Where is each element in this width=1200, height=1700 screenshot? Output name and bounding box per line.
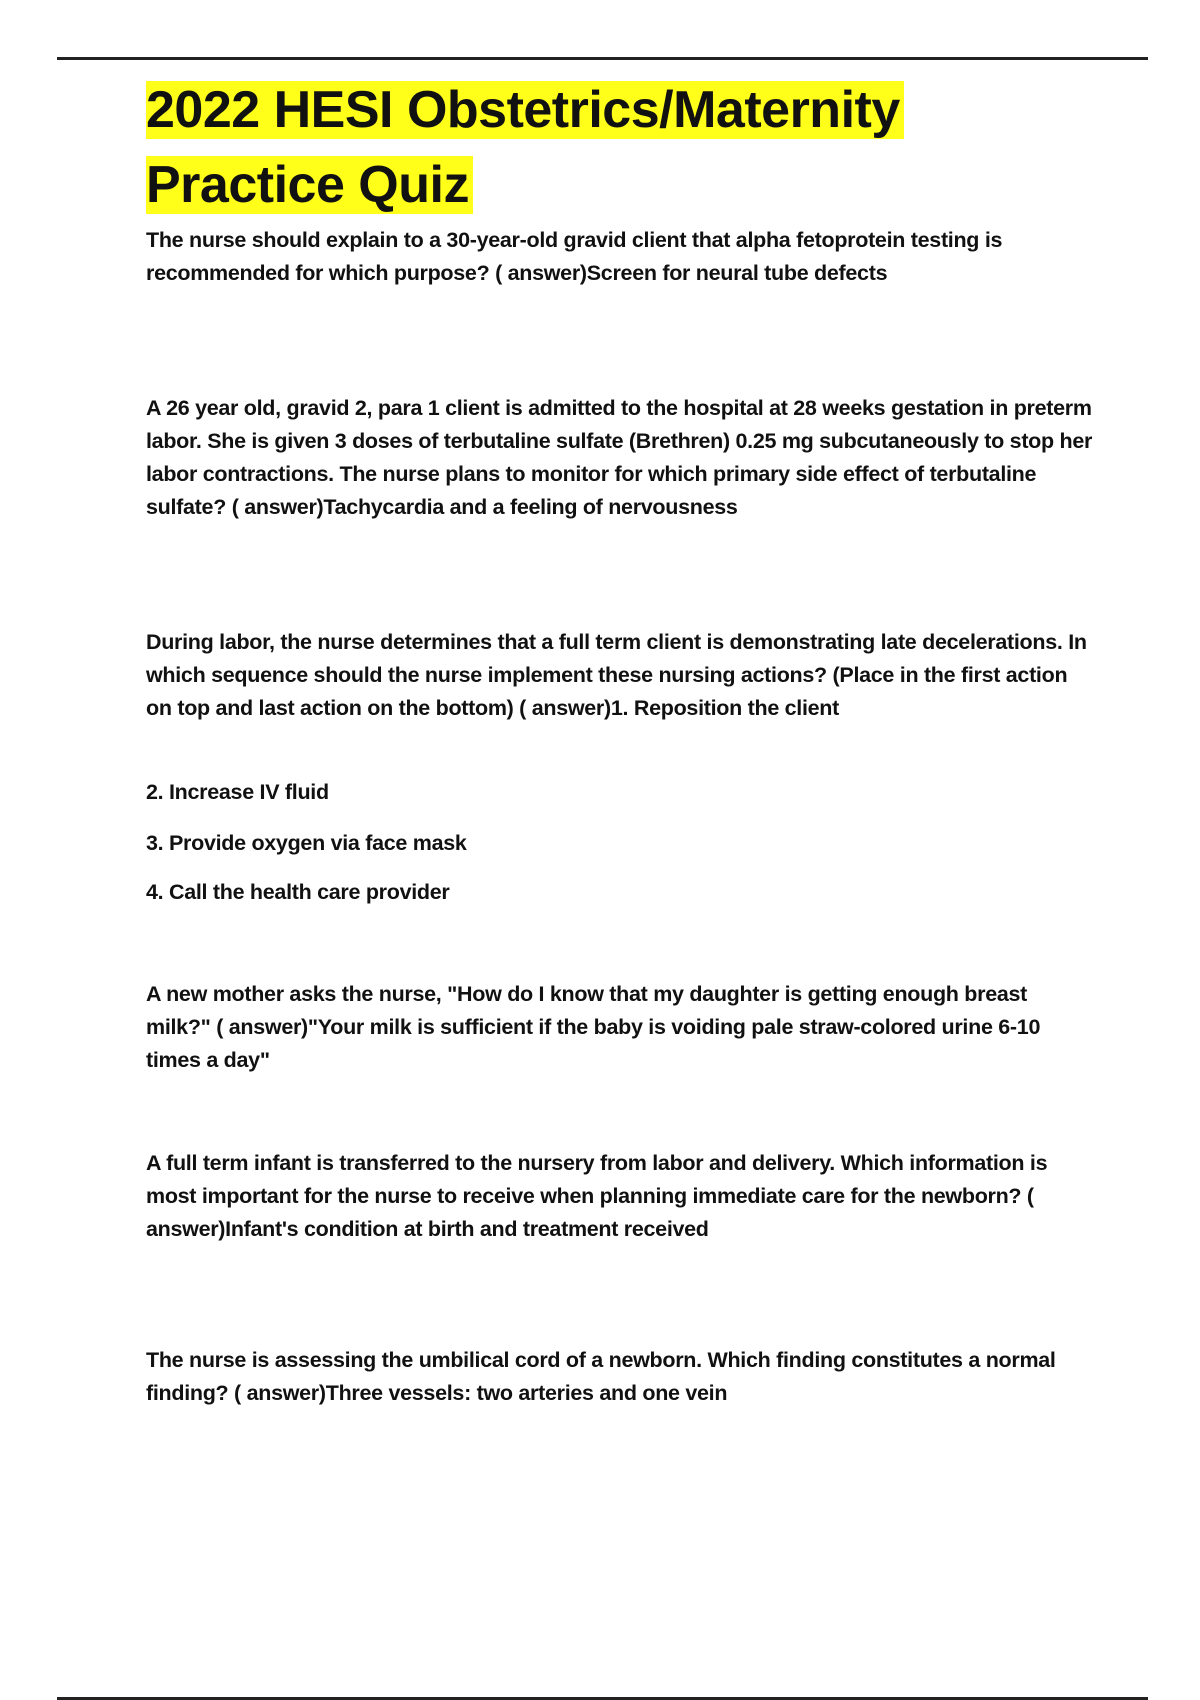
question-1: The nurse should explain to a 30-year-old gravid client that alpha fetoprotein testing is recommended for which purpose? ( answer)Screen for neural tube defects — [146, 228, 1003, 285]
document-title — [146, 73, 1086, 223]
answer-step-4: 4. Call the health care provider — [146, 880, 450, 904]
answer-step-2: 2. Increase IV fluid — [146, 780, 329, 804]
top-divider — [57, 57, 1148, 60]
question-2: A 26 year old, gravid 2, para 1 client is admitted to the hospital at 28 weeks gestation in preterm labor. She is given 3 doses of terbutaline sulfate (Brethren) 0.25 mg subcutaneously to stop her labor contractions. The nurse plans to monitor for which primary side effect of terbutaline sulfate? ( answer)Tachycardia and a feeling of nervousness — [146, 396, 1093, 519]
title-highlight: 2022 HESI Obstetrics/Maternity Practice Quiz — [146, 81, 904, 214]
answer-step-3: 3. Provide oxygen via face mask — [146, 831, 467, 855]
question-6: The nurse is assessing the umbilical cord of a newborn. Which finding constitutes a normal finding? ( answer)Three vessels: two arteries and one vein — [146, 1348, 1056, 1405]
question-4: A new mother asks the nurse, "How do I know that my daughter is getting enough breast milk?" ( answer)"Your milk is sufficient if the baby is voiding pale straw-colored urine 6-10 times a day" — [146, 982, 1041, 1072]
question-5: A full term infant is transferred to the nursery from labor and delivery. Which information is most important for the nurse to receive when planning immediate care for the newborn? ( answer)Infant's condition at birth and treatment received — [146, 1151, 1048, 1241]
question-3: During labor, the nurse determines that a full term client is demonstrating late decelerations. In which sequence should the nurse implement these nursing actions? (Place in the first action on top and last action on the bottom) ( answer)1. Reposition the client — [146, 630, 1087, 720]
